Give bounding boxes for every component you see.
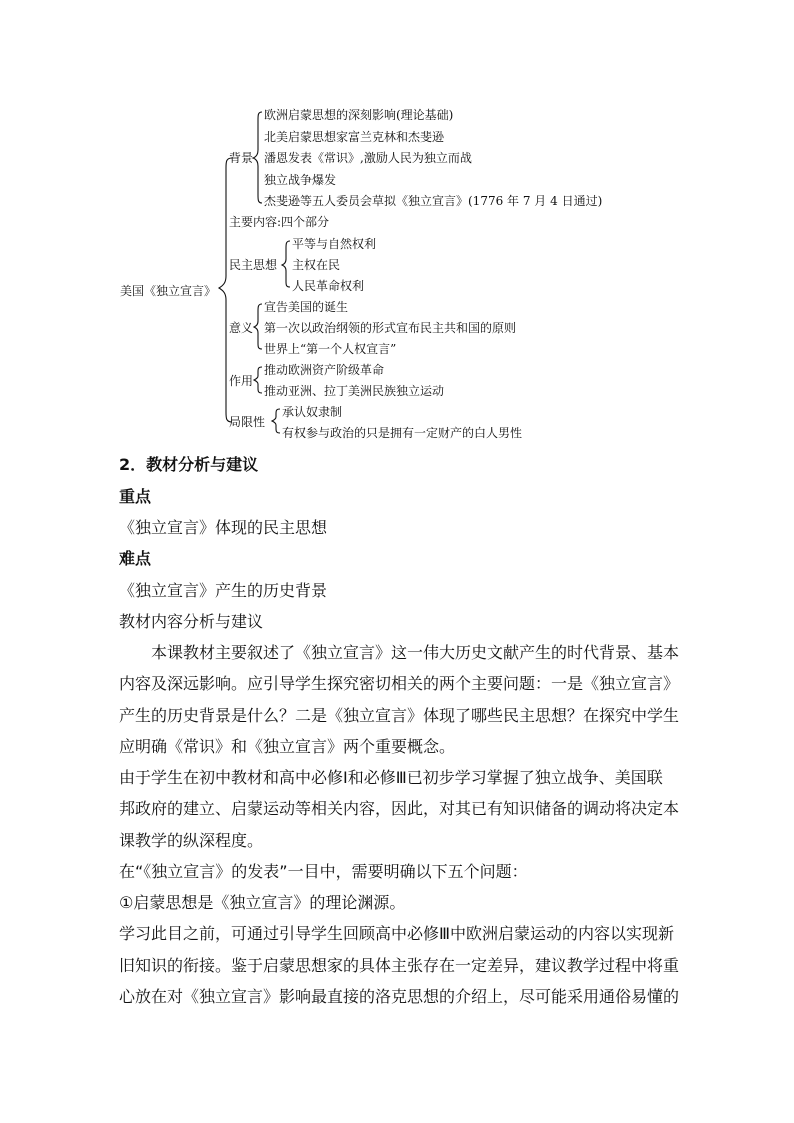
democracy-label: 民主思想: [229, 258, 278, 272]
background-item: 潘恩发表《常识》,激励人民为独立而战: [264, 151, 472, 165]
limitation-item: 承认奴隶制: [282, 405, 343, 419]
significance-item: 世界上“第一个人权宣言”: [264, 342, 397, 356]
analysis-heading: 教材内容分析与建议: [119, 612, 264, 631]
significance-item: 宣告美国的诞生: [264, 300, 349, 314]
significance-item: 第一次以政治纲领的形式宣布民主共和国的原则: [264, 321, 517, 335]
paragraph-line: 心放在对《独立宣言》影响最直接的洛克思想的介绍上，尽可能采用通俗易懂的: [119, 987, 680, 1006]
key-heading: 重点: [119, 487, 152, 506]
paragraph-line: 学习此目之前，可通过引导学生回顾高中必修Ⅲ中欧洲启蒙运动的内容以实现新: [119, 924, 675, 943]
paragraph-line: 在“《独立宣言》的发表”一目中，需要明确以下五个问题：: [119, 862, 528, 881]
difficult-heading: 难点: [119, 549, 152, 568]
role-brace: [254, 367, 262, 393]
background-item: 欧洲启蒙思想的深刻影响(理论基础): [264, 108, 454, 122]
paragraph-line: 课教学的纵深程度。: [119, 831, 264, 850]
role-item: 推动欧洲资产阶级革命: [264, 363, 385, 377]
background-label: 背景: [229, 151, 254, 165]
background-item: 北美启蒙思想家富兰克林和杰斐逊: [264, 130, 445, 144]
significance-label: 意义: [229, 321, 254, 335]
background-brace: [253, 112, 262, 203]
limitation-label: 局限性: [229, 415, 266, 429]
democracy-brace: [282, 241, 290, 287]
role-label: 作用: [229, 374, 254, 388]
paragraph-line: 内容及深远影响。应引导学生探究密切相关的两个主要问题：一是《独立宣言》: [119, 674, 680, 693]
role-item: 推动亚洲、拉丁美洲民族独立运动: [264, 384, 445, 398]
limitation-item: 有权参与政治的只是拥有一定财产的白人男性: [282, 426, 523, 440]
paragraph-line: 应明确《常识》和《独立宣言》两个重要概念。: [119, 737, 456, 756]
diagram-root: 美国《独立宣言》: [120, 284, 217, 298]
paragraph-line: 产生的历史背景是什么？二是《独立宣言》体现了哪些民主思想？在探究中学生: [119, 706, 680, 725]
limitation-brace: [272, 409, 280, 433]
paragraph-line: 旧知识的衔接。鉴于启蒙思想家的具体主张存在一定差异，建议教学过程中将重: [119, 956, 680, 975]
democracy-item: 主权在民: [292, 258, 341, 272]
background-item: 独立战争爆发: [264, 173, 337, 187]
key-text: 《独立宣言》体现的民主思想: [119, 518, 328, 537]
paragraph-line: 本课教材主要叙述了《独立宣言》这一伟大历史文献产生的时代背景、基本: [151, 643, 680, 662]
paragraph-line: 由于学生在初中教材和高中必修Ⅰ和必修Ⅲ已初步学习掌握了独立战争、美国联: [119, 768, 663, 787]
section-title: 2．教材分析与建议: [119, 455, 259, 474]
democracy-item: 人民革命权利: [292, 279, 365, 293]
difficult-text: 《独立宣言》产生的历史背景: [119, 581, 328, 600]
main-content-label: 主要内容:四个部分: [229, 215, 330, 229]
paragraph-line: 邦政府的建立、启蒙运动等相关内容，因此，对其已有知识储备的调动将决定本: [119, 799, 680, 818]
background-item: 杰斐逊等五人委员会草拟《独立宣言》(1776 年 7 月 4 日通过): [264, 194, 603, 208]
democracy-item: 平等与自然权利: [292, 237, 377, 251]
significance-brace: [254, 304, 262, 349]
paragraph-line: ①启蒙思想是《独立宣言》的理论渊源。: [119, 893, 406, 912]
